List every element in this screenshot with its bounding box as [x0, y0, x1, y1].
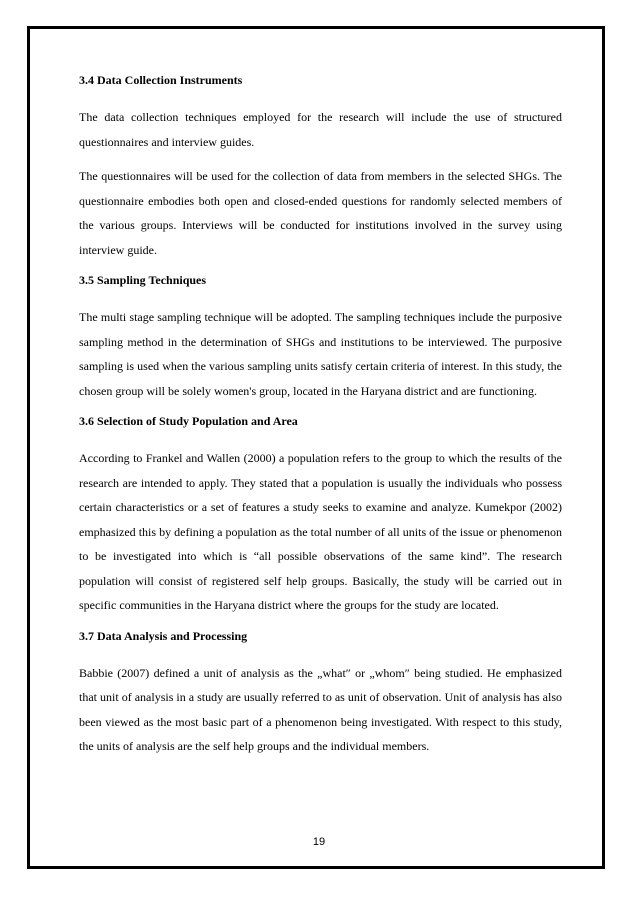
section-heading: 3.6 Selection of Study Population and Area [79, 414, 298, 428]
section-heading: 3.5 Sampling Techniques [79, 273, 207, 287]
section-3-5 [79, 272, 562, 403]
section-3-4 [79, 72, 562, 262]
paragraph: Babbie (2007) defined a unit of analysis as the „what″ or „whom″ being studied. He emphasized that unit of analysis in a study are usually referred to as unit of observation. Unit of analysis has also been viewed as the most basic part of a phenomenon being investigated. With respect to this study, the units of analysis are the self help groups and the individual members. [79, 665, 562, 753]
paragraph: According to Frankel and Wallen (2000) a population refers to the group to which the results of the research are intended to apply. They stated that a population is usually the individuals who possess certain characteristics or a set of features a study seeks to examine and analyze. Kumekpor (2002) emphasized this by defining a population as the total number of all units of the issue or phenomenon to be investigated into which is “all possible observations of the same kind”. The research population will consist of registered self help groups. Basically, the study will be carried out in specific communities in the Haryana district where the groups for the study are located. [79, 451, 562, 612]
section-heading: 3.7 Data Analysis and Processing [79, 628, 248, 643]
paragraph: The questionnaires will be used for the collection of data from members in the selected SHGs. The questionnaire embodies both open and closed-ended questions for randomly selected members of the various groups. Interviews will be conducted for institutions involved in the survey using interview guide. [79, 169, 562, 257]
document-body [79, 72, 562, 769]
paragraph: The multi stage sampling technique will be adopted. The sampling techniques include the purposive sampling method in the determination of SHGs and institutions to be interviewed. The purposive sampling is used when the various sampling units satisfy certain criteria of interest. In this study, the chosen group will be solely women's group, located in the Haryana district and are functioning. [79, 310, 562, 398]
section-3-6 [79, 413, 562, 618]
page-number: 19 [312, 836, 326, 848]
section-3-7 [79, 628, 562, 759]
section-heading: 3.4 Data Collection Instruments [79, 73, 243, 87]
paragraph: The data collection techniques employed for the research will include the use of structured questionnaires and interview guides. [79, 110, 562, 149]
